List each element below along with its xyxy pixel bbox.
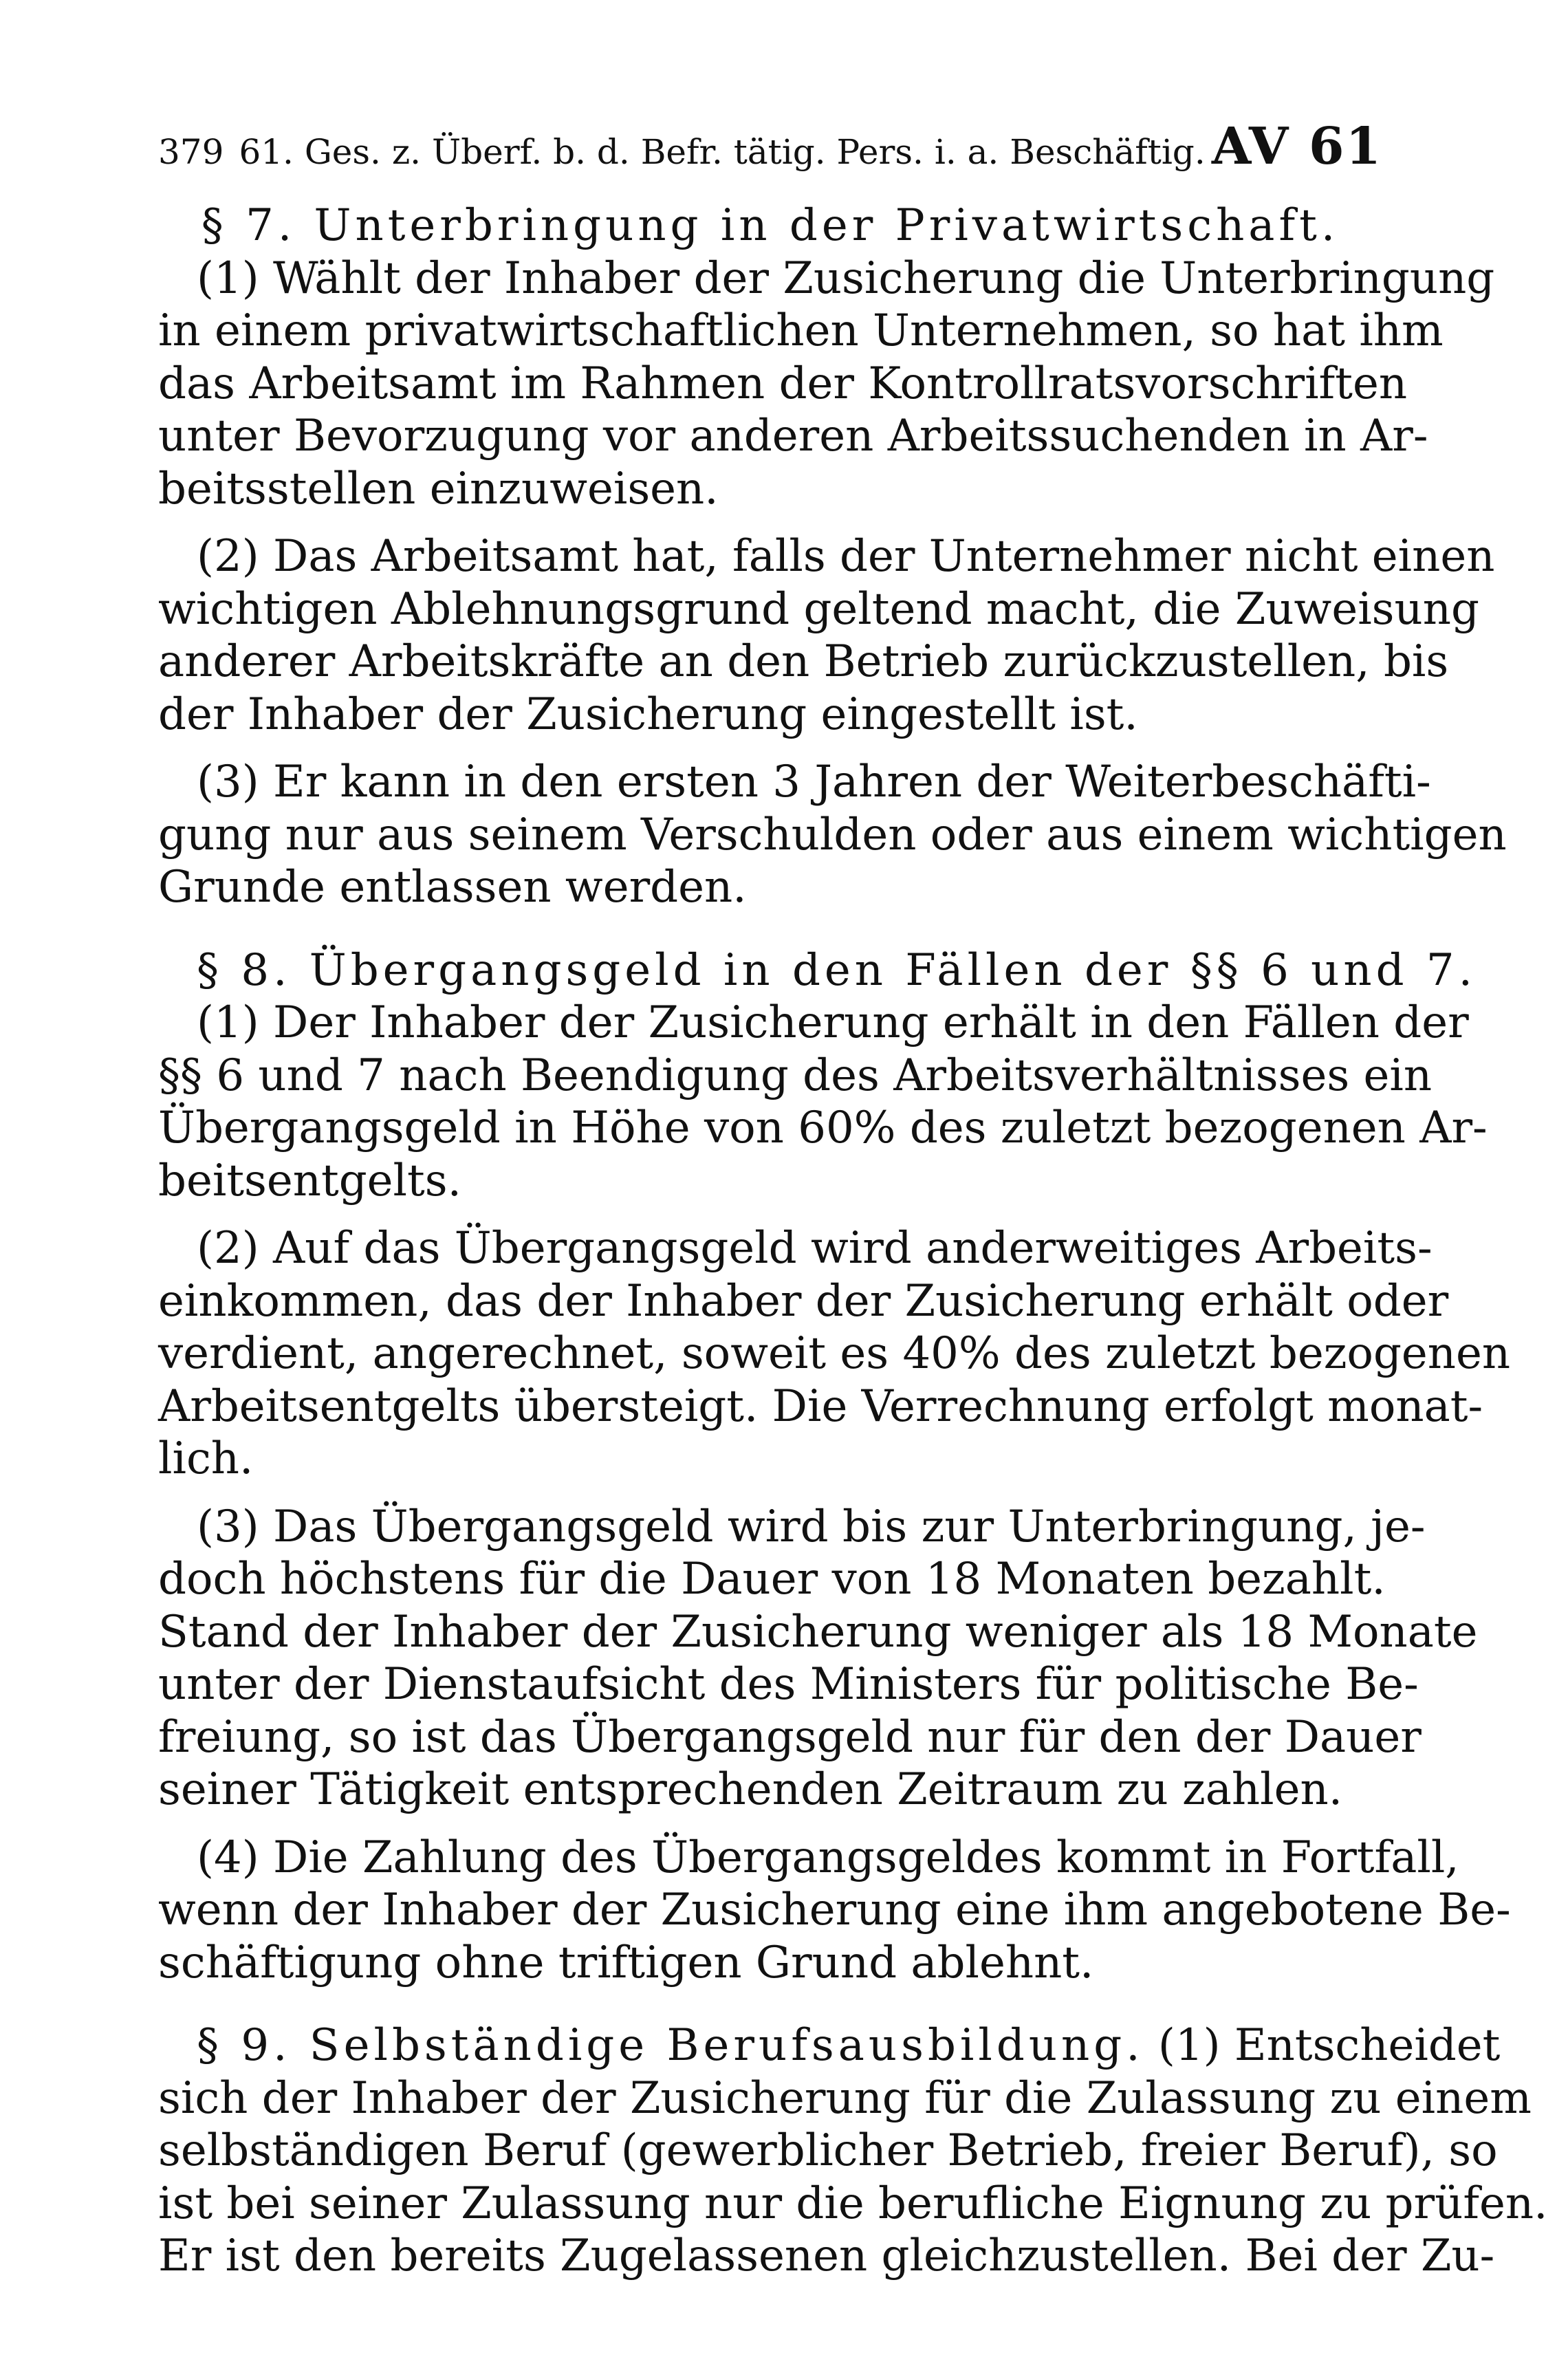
section-9-first-line: [158, 2019, 1501, 2072]
text-line: lich.: [158, 1433, 254, 1484]
text-line: Grunde entlassen werden.: [158, 862, 747, 913]
text-line: freiung, so ist das Übergangsgeld nur für den der Dauer: [158, 1711, 1422, 1763]
page-number: 379: [158, 132, 224, 172]
text-line: beitsstellen einzuweisen.: [158, 463, 719, 514]
text-line: wichtigen Ablehnungsgrund geltend macht, die Zuweisung: [158, 583, 1479, 635]
text-line: verdient, angerechnet, soweit es 40% des zuletzt bezogenen: [158, 1328, 1511, 1379]
text-line: sich der Inhaber der Zusicherung für die Zulassung zu einem: [158, 2072, 1532, 2124]
text-line: doch höchstens für die Dauer von 18 Monaten bezahlt.: [158, 1554, 1386, 1605]
text-line: das Arbeitsamt im Rahmen der Kontrollratsvorschriften: [158, 358, 1408, 409]
text-line: in einem privatwirtschaftlichen Unternehmen, so hat ihm: [158, 305, 1444, 356]
text-line: §§ 6 und 7 nach Beendigung des Arbeitsverhältnisses ein: [158, 1050, 1433, 1101]
text-line: gung nur aus seinem Verschulden oder aus einem wichtigen: [158, 809, 1507, 860]
document-code: AV 61: [1211, 117, 1382, 176]
text-line: (1) Der Inhaber der Zusicherung erhält in den Fällen der: [197, 997, 1469, 1048]
page: [158, 117, 1548, 2283]
text-line: seiner Tätigkeit entsprechenden Zeitraum zu zahlen.: [158, 1764, 1343, 1815]
text-line: schäftigung ohne triftigen Grund ablehnt.: [158, 1937, 1094, 1988]
running-header: [158, 117, 1382, 199]
text-line: Übergangsgeld in Höhe von 60% des zuletzt bezogenen Ar-: [158, 1103, 1488, 1153]
text-line: (2) Auf das Übergangsgeld wird anderweitiges Arbeits-: [197, 1223, 1433, 1274]
text-line: (2) Das Arbeitsamt hat, falls der Unternehmer nicht einen: [197, 531, 1495, 582]
text-line: wenn der Inhaber der Zusicherung eine ihm angebotene Be-: [158, 1885, 1511, 1935]
text-fragment: (1) Entscheidet: [1157, 2020, 1501, 2071]
text-line: (1) Wählt der Inhaber der Zusicherung die Unterbringung: [197, 252, 1495, 304]
text-line: (3) Er kann in den ersten 3 Jahren der Weiterbeschäfti-: [197, 757, 1431, 807]
text-line: Er ist den bereits Zugelassenen gleichzustellen. Bei der Zu-: [158, 2231, 1495, 2281]
text-line: unter Bevorzugung vor anderen Arbeitssuchenden in Ar-: [158, 411, 1428, 462]
text-line: selbständigen Beruf (gewerblicher Betrieb, freier Beruf), so: [158, 2125, 1498, 2176]
text-line: beitsentgelts.: [158, 1155, 461, 1206]
body-text: [158, 199, 1548, 2283]
running-title: 61. Ges. z. Überf. b. d. Befr. tätig. Pers. i. a. Beschäftig.: [239, 132, 1206, 172]
section-9-heading: § 9. Selbständige Berufsausbildung.: [197, 2020, 1144, 2071]
text-line: einkommen, das der Inhaber der Zusicherung erhält oder: [158, 1275, 1449, 1327]
text-line: (3) Das Übergangsgeld wird bis zur Unterbringung, je-: [197, 1501, 1426, 1552]
text-line: unter der Dienstaufsicht des Ministers für politische Be-: [158, 1659, 1419, 1710]
text-line: der Inhaber der Zusicherung eingestellt ist.: [158, 688, 1138, 740]
text-line: Stand der Inhaber der Zusicherung weniger als 18 Monate: [158, 1606, 1478, 1658]
text-line: anderer Arbeitskräfte an den Betrieb zurückzustellen, bis: [158, 636, 1449, 687]
text-line: Arbeitsentgelts übersteigt. Die Verrechnung erfolgt monat-: [158, 1380, 1483, 1432]
section-7-heading: § 7. Unterbringung in der Privatwirtschaft.: [201, 200, 1340, 251]
text-line: (4) Die Zahlung des Übergangsgeldes kommt in Fortfall,: [197, 1832, 1459, 1883]
text-line: ist bei seiner Zulassung nur die berufliche Eignung zu prüfen.: [158, 2178, 1548, 2229]
section-8-heading: § 8. Übergangsgeld in den Fällen der §§ 6 und 7.: [197, 944, 1477, 996]
